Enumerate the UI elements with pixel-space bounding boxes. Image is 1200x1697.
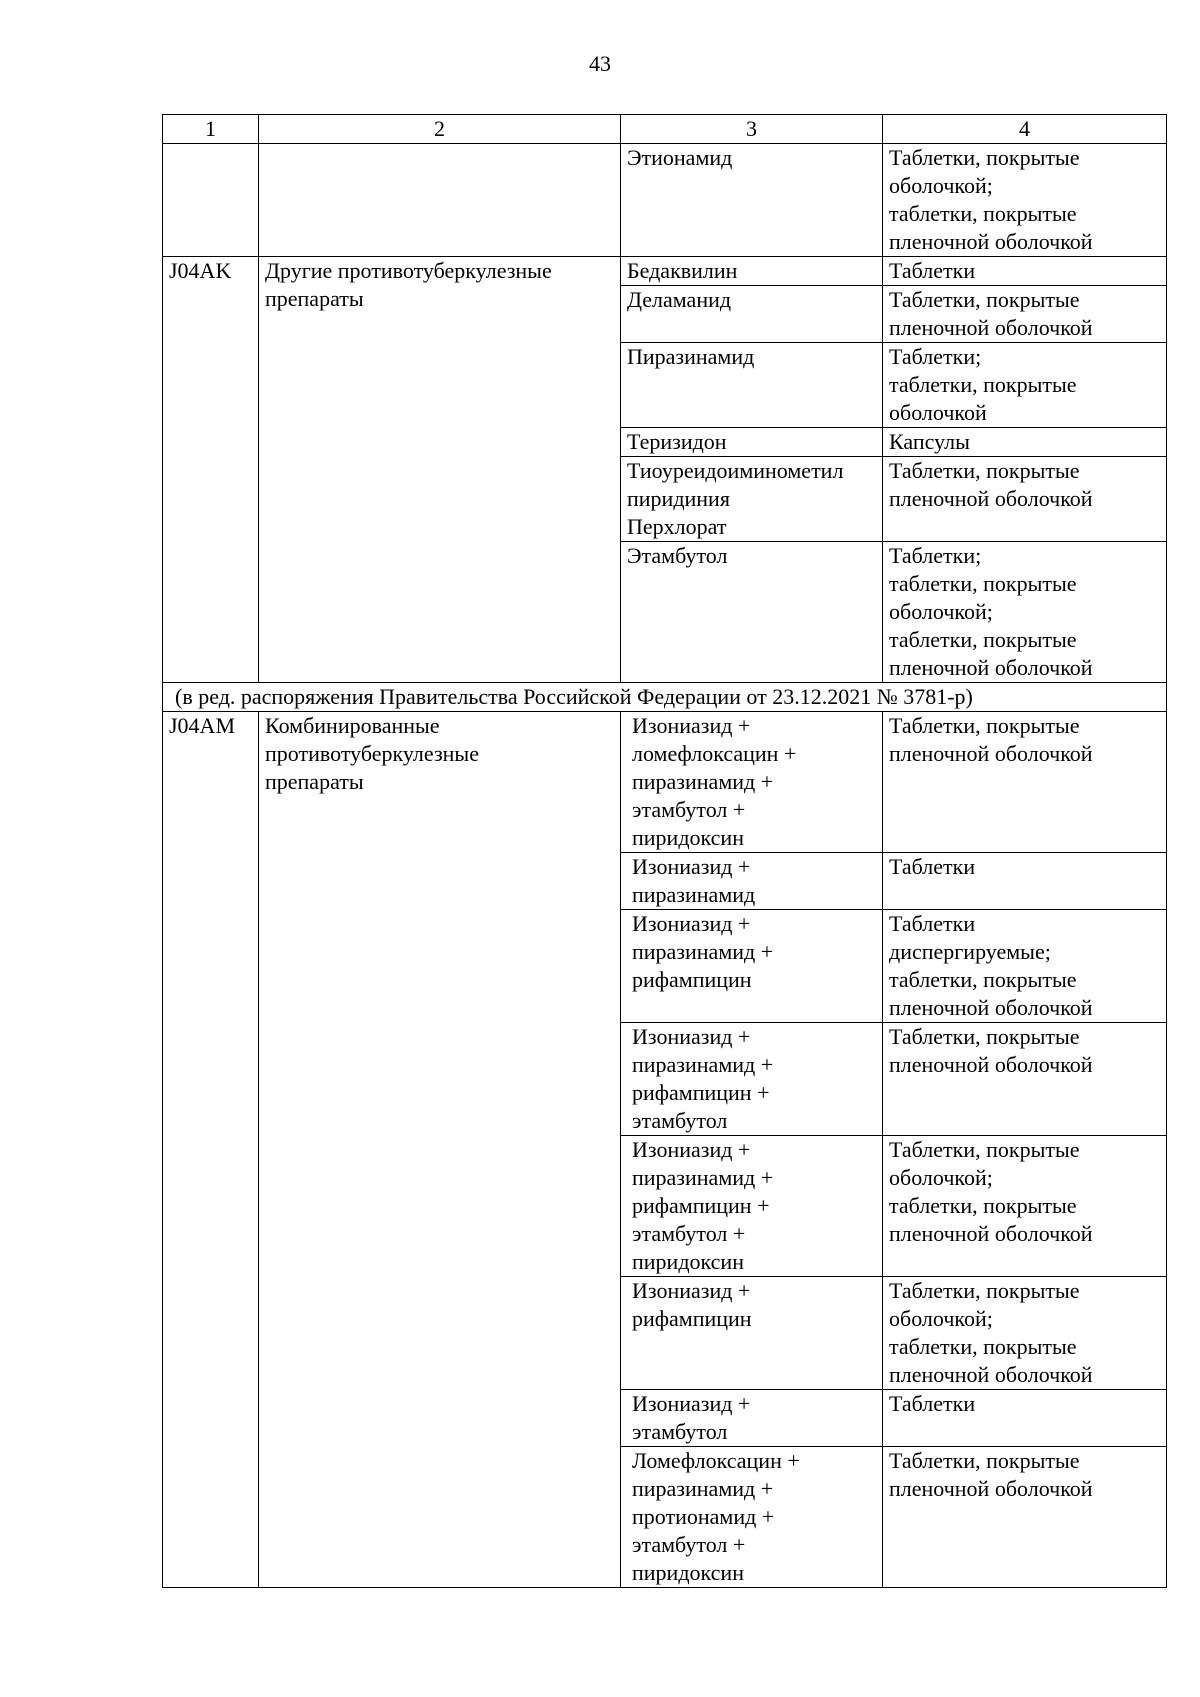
dosage-form-cell: Таблетки, покрытые оболочкой; таблетки, покрытые пленочной оболочкой [883,1136,1167,1277]
dosage-form-cell: Таблетки, покрытые пленочной оболочкой [883,1447,1167,1588]
revision-note-row [163,683,1167,712]
substance-cell: Этионамид [621,144,883,257]
substance-cell: Изониазид + ломефлоксацин + пиразинамид + этамбутол + пиридоксин [621,712,883,853]
column-header-4: 4 [883,115,1167,144]
dosage-form-cell: Таблетки, покрытые оболочкой; таблетки, покрытые пленочной оболочкой [883,1277,1167,1390]
atc-code-cell [163,144,259,257]
substance-cell: Изониазид + этамбутол [621,1390,883,1447]
dosage-form-cell: Таблетки, покрытые пленочной оболочкой [883,457,1167,542]
dosage-form-cell: Таблетки; таблетки, покрытые оболочкой; таблетки, покрытые пленочной оболочкой [883,542,1167,683]
column-header-2: 2 [259,115,621,144]
substance-cell: Тиоуреидоиминометил пиридиния Перхлорат [621,457,883,542]
dosage-form-cell: Таблетки [883,853,1167,910]
group-name-cell [259,144,621,257]
dosage-form-cell: Таблетки, покрытые пленочной оболочкой [883,712,1167,853]
substance-cell: Изониазид + рифампицин [621,1277,883,1390]
atc-code-cell: J04AM [163,712,259,1588]
substance-cell: Изониазид + пиразинамид [621,853,883,910]
column-header-1: 1 [163,115,259,144]
table-row [163,144,1167,257]
dosage-form-cell: Таблетки; таблетки, покрытые оболочкой [883,343,1167,428]
dosage-form-cell: Таблетки, покрытые оболочкой; таблетки, покрытые пленочной оболочкой [883,144,1167,257]
substance-cell: Бедаквилин [621,257,883,286]
table-row [163,257,1167,286]
substance-cell: Этамбутол [621,542,883,683]
dosage-form-cell: Капсулы [883,428,1167,457]
page-number: 43 [589,51,611,76]
dosage-form-cell: Таблетки, покрытые пленочной оболочкой [883,286,1167,343]
column-header-row [163,115,1167,144]
dosage-form-cell: Таблетки [883,257,1167,286]
medication-table [162,114,1167,1588]
group-name-cell: Комбинированные противотуберкулезные препараты [259,712,621,1588]
substance-cell: Теризидон [621,428,883,457]
substance-cell: Ломефлоксацин + пиразинамид + протионамид + этамбутол + пиридоксин [621,1447,883,1588]
atc-code-cell: J04AK [163,257,259,683]
dosage-form-cell: Таблетки [883,1390,1167,1447]
column-header-3: 3 [621,115,883,144]
substance-cell: Деламанид [621,286,883,343]
table-row [163,712,1167,853]
substance-cell: Изониазид + пиразинамид + рифампицин + этамбутол + пиридоксин [621,1136,883,1277]
dosage-form-cell: Таблетки, покрытые пленочной оболочкой [883,1023,1167,1136]
substance-cell: Изониазид + пиразинамид + рифампицин [621,910,883,1023]
substance-cell: Пиразинамид [621,343,883,428]
revision-note: (в ред. распоряжения Правительства Российской Федерации от 23.12.2021 № 3781-р) [163,683,1167,712]
substance-cell: Изониазид + пиразинамид + рифампицин + этамбутол [621,1023,883,1136]
group-name-cell: Другие противотуберкулезные препараты [259,257,621,683]
dosage-form-cell: Таблетки диспергируемые; таблетки, покрытые пленочной оболочкой [883,910,1167,1023]
